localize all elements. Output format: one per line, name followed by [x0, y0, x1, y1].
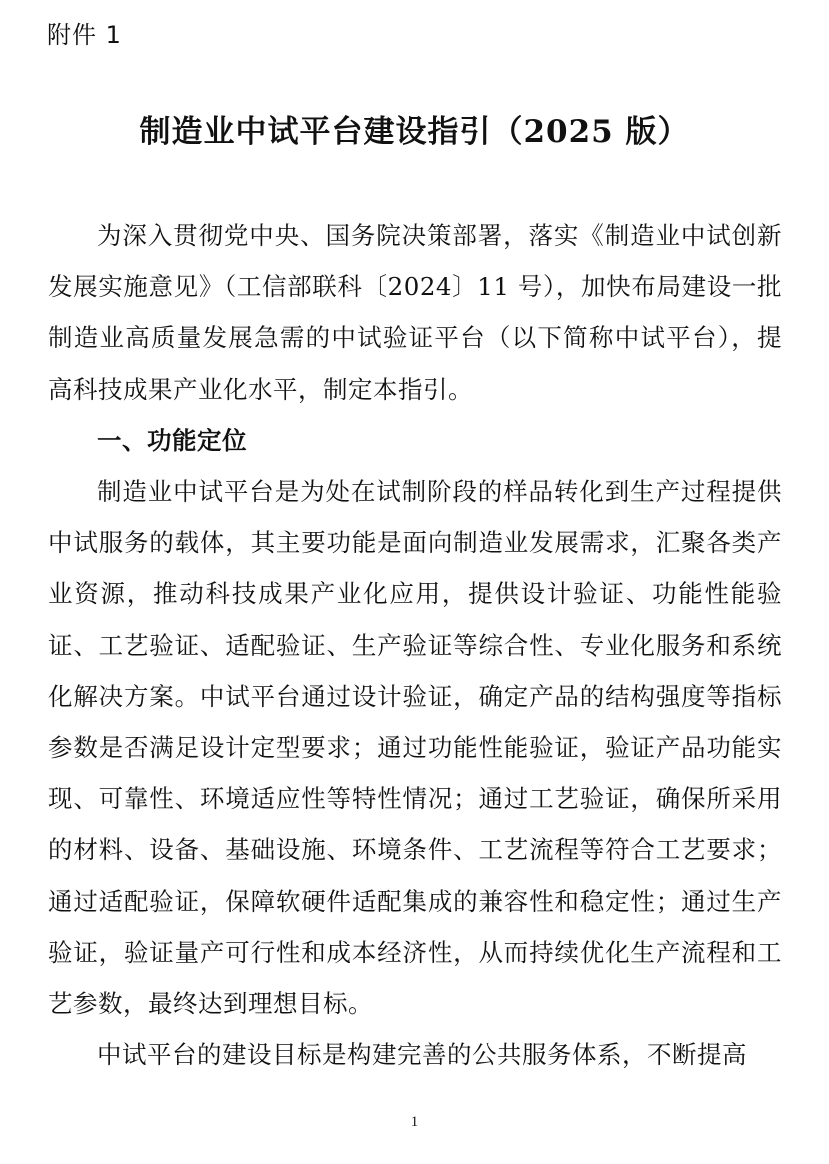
section-heading: 一、功能定位 — [97, 425, 247, 455]
document-title: 制造业中试平台建设指引（2025 版） — [139, 114, 690, 150]
goal-paragraph: 中试平台的建设目标是构建完善的公共服务体系，不断提高 — [97, 1040, 747, 1070]
function-paragraph: 制造业中试平台是为处在试制阶段的样品转化到生产过程提供中试服务的载体，其主要功能是面向制造业发展需求，汇聚各类产业资源，推动科技成果产业化应用，提供设计验证、功能性能验证、工艺验证、适配验证、生产验证等综合性、专业化服务和系统化解决方案。中试平台通过设计验证，确定产品的结构强度等指标参数是否满足设计定型要求；通过功能性能验证，验证产品功能实现、可靠性、环境适应性等特性情况；通过工艺验证，确保所采用的材料、设备、基础设施、环境条件、工艺流程等符合工艺要求；通过适配验证，保障软硬件适配集成的兼容性和稳定性；通过生产验证，验证量产可行性和成本经济性，从而持续优化生产流程和工艺参数，最终达到理想目标。 — [48, 477, 782, 1019]
page-number: 1 — [410, 1114, 419, 1130]
intro-paragraph: 为深入贯彻党中央、国务院决策部署，落实《制造业中试创新发展实施意见》（工信部联科〔2024〕11 号），加快布局建设一批制造业高质量发展急需的中试验证平台（以下简称中试平台），提高科技成果产业化水平，制定本指引。 — [48, 221, 782, 404]
attachment-label: 附件 1 — [47, 21, 122, 49]
document-body — [48, 210, 782, 1080]
